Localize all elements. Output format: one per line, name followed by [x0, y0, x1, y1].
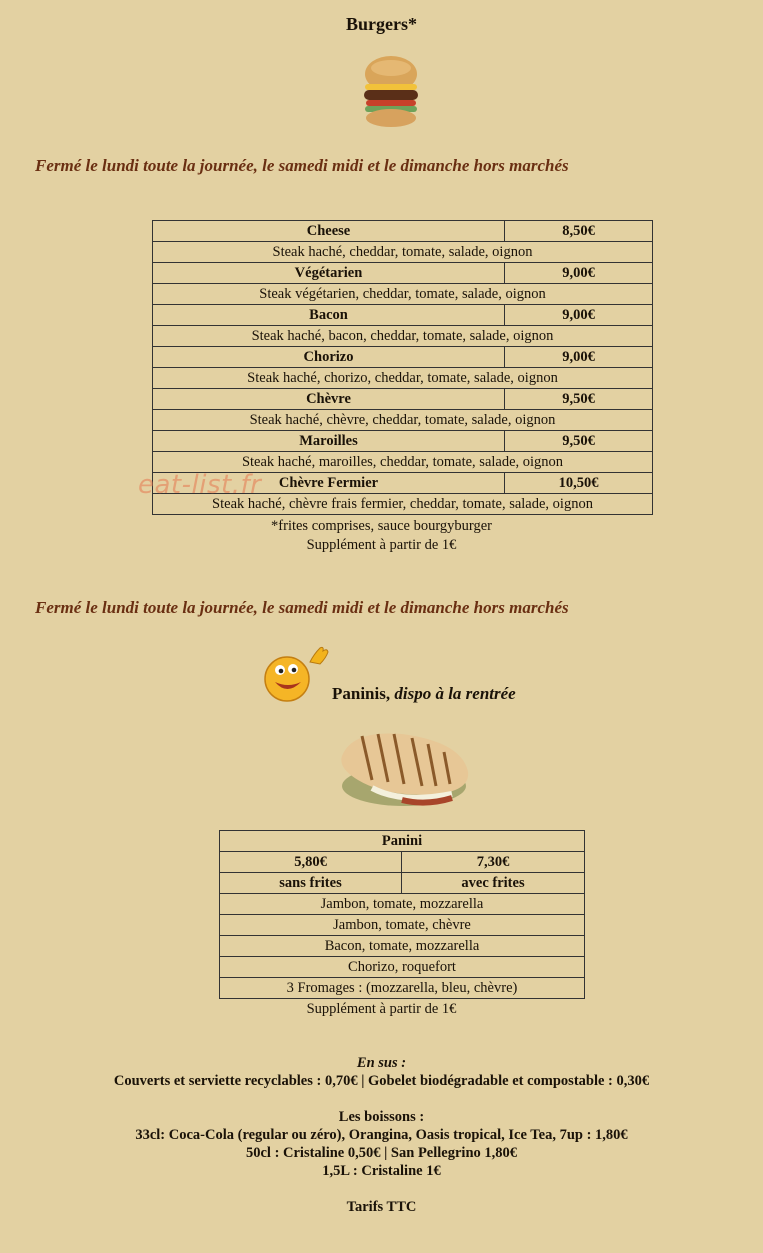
burger-row [153, 389, 653, 410]
burger-price: 9,50€ [505, 389, 653, 410]
panini-image [332, 726, 472, 812]
burger-price: 9,00€ [505, 305, 653, 326]
panini-row [220, 957, 585, 978]
panini-item: Chorizo, roquefort [220, 957, 585, 978]
burger-desc-row [153, 326, 653, 347]
burger-name: Végétarien [153, 263, 505, 284]
panini-item: Bacon, tomate, mozzarella [220, 936, 585, 957]
paninis-title-italic: dispo à la rentrée [394, 684, 516, 703]
burger-name: Chorizo [153, 347, 505, 368]
burger-name: Chèvre [153, 389, 505, 410]
panini-row [220, 936, 585, 957]
burger-price: 10,50€ [505, 473, 653, 494]
drinks-label: Les boissons : [338, 1109, 425, 1125]
paninis-title-line [332, 684, 516, 704]
burger-description: Steak végétarien, cheddar, tomate, salade, oignon [153, 284, 653, 305]
burgers-footnote: *frites comprises, sauce bourgyburger [271, 518, 492, 534]
en-sus-text: Couverts et serviette recyclables : 0,70€ | Gobelet biodégradable et compostable : 0,30€ [113, 1073, 650, 1089]
panini-row [220, 978, 585, 999]
burger-price: 9,00€ [505, 347, 653, 368]
burgers-supplement: Supplément à partir de 1€ [306, 537, 457, 553]
panini-header: Panini [220, 831, 585, 852]
burger-price: 9,00€ [505, 263, 653, 284]
drinks-line-33cl: 33cl: Coca-Cola (regular ou zéro), Orangina, Oasis tropical, Ice Tea, 7up : 1,80€ [135, 1127, 628, 1143]
closed-notice: Fermé le lundi toute la journée, le samedi midi et le dimanche hors marchés [35, 156, 569, 175]
burger-row [153, 431, 653, 452]
drinks-line-1-5l: 1,5L : Cristaline 1€ [322, 1163, 441, 1179]
price-with-fries: 7,30€ [402, 852, 585, 873]
burger-desc-row [153, 410, 653, 431]
burgers-title: Burgers* [346, 14, 417, 34]
burger-name: Bacon [153, 305, 505, 326]
panini-item: Jambon, tomate, chèvre [220, 915, 585, 936]
tarifs-ttc: Tarifs TTC [346, 1199, 417, 1215]
panini-row [220, 894, 585, 915]
burger-image [362, 54, 420, 130]
watermark: eat-list.fr [138, 470, 262, 500]
burger-description: Steak haché, cheddar, tomate, salade, oignon [153, 242, 653, 263]
panini-item: Jambon, tomate, mozzarella [220, 894, 585, 915]
en-sus-label: En sus : [356, 1055, 407, 1071]
burger-description: Steak haché, chorizo, cheddar, tomate, salade, oignon [153, 368, 653, 389]
burger-desc-row [153, 284, 653, 305]
label-no-fries: sans frites [220, 873, 402, 894]
burger-name: Maroilles [153, 431, 505, 452]
price-no-fries: 5,80€ [220, 852, 402, 873]
label-with-fries: avec frites [402, 873, 585, 894]
panini-table [219, 830, 585, 999]
waving-smiley-icon [262, 642, 336, 704]
burger-description: Steak haché, chèvre frais fermier, cheddar, tomate, salade, oignon [153, 494, 653, 515]
burger-desc-row [153, 368, 653, 389]
burger-name: Chèvre Fermier [153, 473, 505, 494]
paninis-supplement: Supplément à partir de 1€ [306, 1001, 457, 1017]
burger-price: 8,50€ [505, 221, 653, 242]
burger-row [153, 263, 653, 284]
burger-row [153, 305, 653, 326]
paninis-title: Paninis, [332, 684, 391, 703]
burger-row [153, 347, 653, 368]
panini-item: 3 Fromages : (mozzarella, bleu, chèvre) [220, 978, 585, 999]
burger-row [153, 221, 653, 242]
burger-desc-row [153, 242, 653, 263]
drinks-line-50cl: 50cl : Cristaline 0,50€ | San Pellegrino 1,80€ [245, 1145, 518, 1161]
closed-notice-2: Fermé le lundi toute la journée, le samedi midi et le dimanche hors marchés [35, 598, 569, 617]
burger-name: Cheese [153, 221, 505, 242]
panini-row [220, 915, 585, 936]
burger-price: 9,50€ [505, 431, 653, 452]
burger-description: Steak haché, maroilles, cheddar, tomate, salade, oignon [153, 452, 653, 473]
burger-description: Steak haché, chèvre, cheddar, tomate, salade, oignon [153, 410, 653, 431]
burger-description: Steak haché, bacon, cheddar, tomate, salade, oignon [153, 326, 653, 347]
